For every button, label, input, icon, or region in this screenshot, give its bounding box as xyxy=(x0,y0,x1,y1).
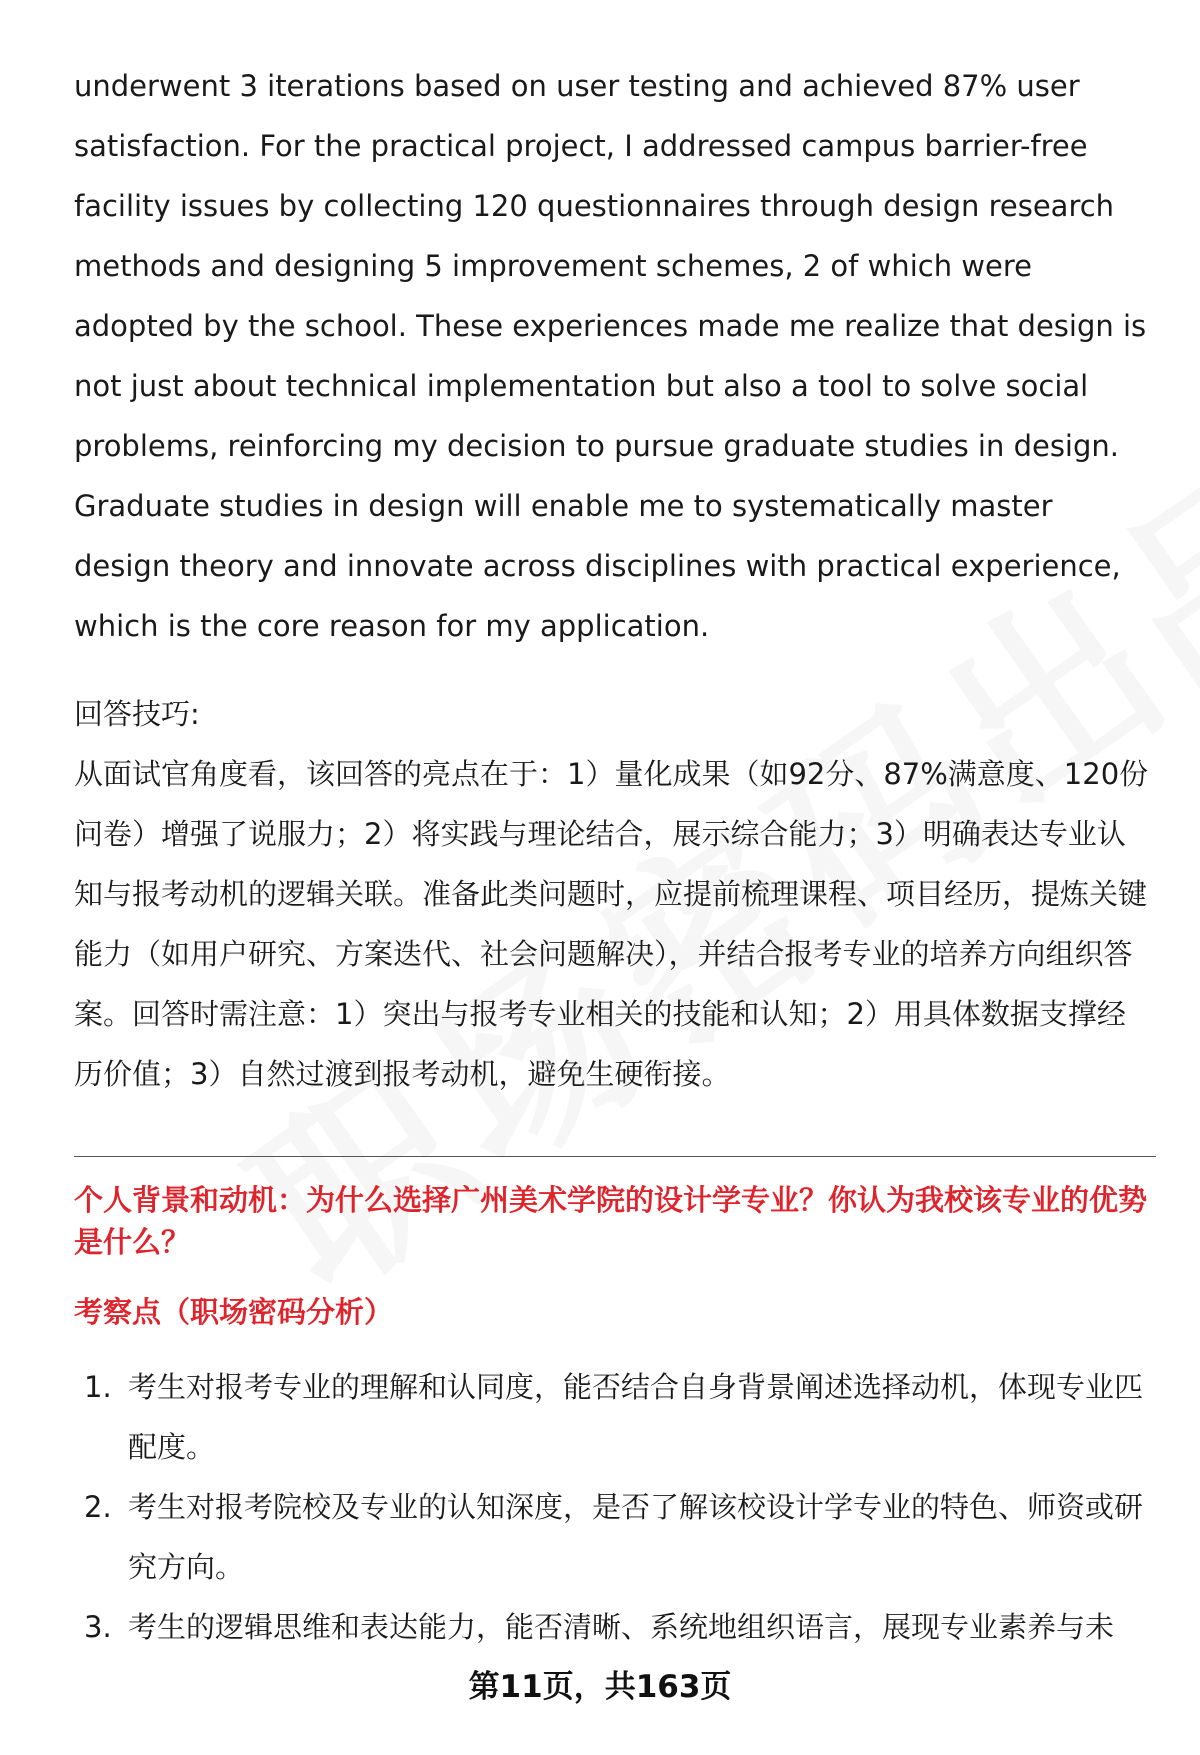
list-item xyxy=(74,1477,1154,1597)
page-number-footer: 第11页，共163页 xyxy=(468,1669,732,1705)
list-item-number: 1. xyxy=(84,1370,112,1404)
section-divider xyxy=(74,1156,1156,1157)
assessment-list xyxy=(74,1357,1154,1657)
intro-paragraph: underwent 3 iterations based on user testing and achieved 87% user satisfaction. For the practical project, I addressed campus barrier-free facility issues by collecting 120 questionnaires through design research methods and designing 5 improvement schemes, 2 of which were adopted by the school. These experiences made me realize that design is not just about technical implementation but also a tool to solve social problems, reinforcing my decision to pursue graduate studies in design. Graduate studies in design will enable me to systematically master design theory and innovate across disciplines with practical experience, which is the core reason for my application. xyxy=(74,69,1147,643)
tips-body: 从面试官角度看，该回答的亮点在于：1）量化成果（如92分、87%满意度、120份问卷）增强了说服力；2）将实践与理论结合，展示综合能力；3）明确表达专业认知与报考动机的逻辑关联。准备此类问题时，应提前梳理课程、项目经历，提炼关键能力（如用户研究、方案迭代、社会问题解决），并结合报考专业的培养方向组织答案。回答时需注意：1）突出与报考专业相关的技能和认知；2）用具体数据支撑经历价值；3）自然过渡到报考动机，避免生硬衔接。 xyxy=(74,757,1149,1091)
list-item-text: 考生对报考院校及专业的认知深度，是否了解该校设计学专业的特色、师资或研究方向。 xyxy=(128,1490,1144,1584)
list-item-text: 考生对报考专业的理解和认同度，能否结合自身背景阐述选择动机，体现专业匹配度。 xyxy=(128,1370,1144,1464)
list-item xyxy=(74,1357,1154,1477)
list-item-number: 2. xyxy=(84,1490,112,1524)
question-title: 个人背景和动机：为什么选择广州美术学院的设计学专业？你认为我校该专业的优势是什么？ xyxy=(74,1183,1148,1259)
list-item-text: 考生的逻辑思维和表达能力，能否清晰、系统地组织语言，展现专业素养与未 xyxy=(128,1610,1115,1644)
page-content xyxy=(74,56,1154,1657)
list-item xyxy=(74,1597,1154,1657)
list-item-number: 3. xyxy=(84,1610,112,1644)
tips-heading: 回答技巧: xyxy=(74,697,200,731)
assessment-heading: 考察点（职场密码分析） xyxy=(74,1295,394,1329)
